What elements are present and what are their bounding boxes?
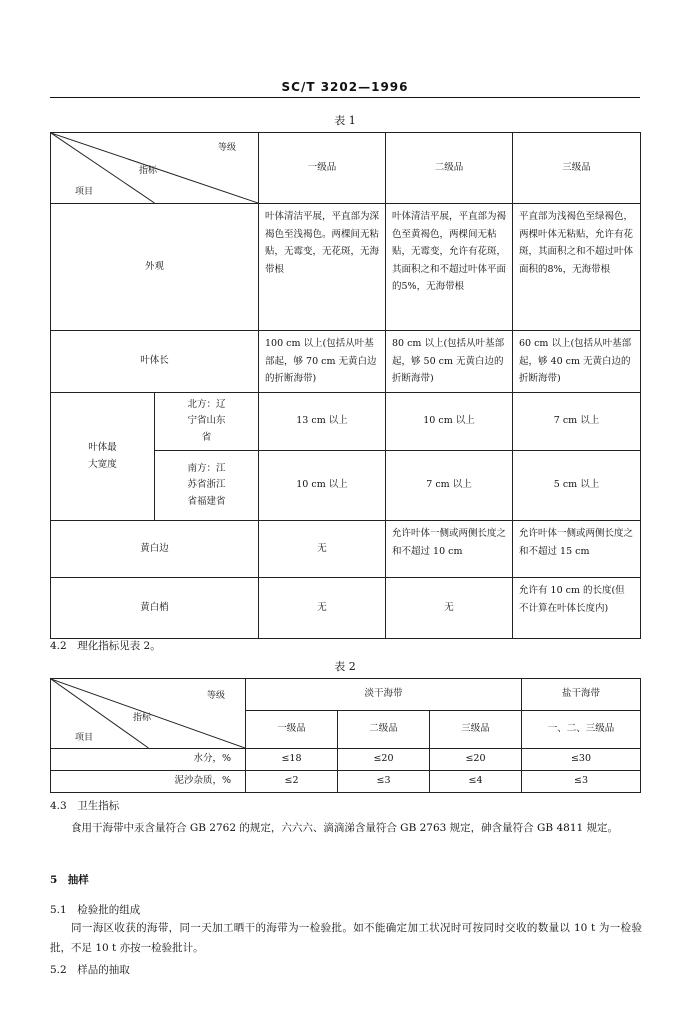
corner-item: 项目 [75,187,94,197]
corner-grade: 等级 [206,691,225,701]
table2-caption: 表 2 [334,660,356,673]
cell-value: 无 [259,521,386,578]
cell-value: ≤30 [522,749,641,771]
cell-value: 允许叶体一侧或两侧长度之和不超过 10 cm [386,521,513,578]
cell-value: ≤2 [246,771,338,793]
cell-value: 叶体清洁平展，平直部为褐色至黄褐色，两棵间无粘贴，无霉变，允许有花斑，其面积之和不超过叶体平面的5%，无海带根 [386,204,513,331]
cell-value: 60 cm 以上(包括从叶基部起，够 40 cm 无黄白边的折断海带) [513,331,641,393]
cell-value: 80 cm 以上(包括从叶基部起，够 50 cm 无黄白边的折断海带) [386,331,513,393]
row-appearance [51,204,641,331]
section-5-1-text: 同一海区收获的海带，同一天加工晒干的海带为一检验批。如不能确定加工状况时可按同时交收的数量以 10 t 为一检验批，不足 10 t 亦按一检验批计。 [50,922,642,954]
cell-value: 100 cm 以上(包括从叶基部起，够 70 cm 无黄白边的折断海带) [259,331,386,393]
cell-value: 10 cm 以上 [259,451,386,521]
cell-value: 7 cm 以上 [513,393,641,451]
cell-value: ≤20 [338,749,430,771]
cell-value: 叶体清洁平展，平直部为深褐色至浅褐色。两棵间无粘贴，无霉变，无花斑，无海带根 [259,204,386,331]
table1-header-row [51,133,641,204]
row-label-width: 叶体最大宽度 [51,393,155,521]
header-rule [50,97,640,98]
row-yellow-edge [51,521,641,578]
table1-caption: 表 1 [334,114,356,127]
row-label: 黄白边 [51,521,259,578]
col-grade-2: 二级品 [386,133,513,204]
section-5-1-title: 5.1 检验批的组成 [50,904,141,916]
region-north: 北方：辽宁省山东省 [155,393,259,451]
section-5-title: 5 抽样 [50,874,89,886]
section-5-2-title: 5.2 样品的抽取 [50,964,130,976]
standard-code-header: SC/T 3202—1996 [281,80,409,94]
row-label: 外观 [51,204,259,331]
cell-value: ≤18 [246,749,338,771]
row-sand-impurity [51,771,641,793]
cell-value: 7 cm 以上 [386,451,513,521]
region-south: 南方：江苏省浙江省福建省 [155,451,259,521]
row-label: 水分，% [51,749,246,771]
group-fresh-dried: 淡干海带 [246,679,522,711]
table2-group-row [51,679,641,711]
corner-grade: 等级 [217,143,236,153]
col-grade-3: 三级品 [430,711,522,749]
table2-corner-cell [51,679,246,749]
row-yellow-tip [51,578,641,639]
col-grade-all: 一、二、三级品 [522,711,641,749]
row-label: 黄白梢 [51,578,259,639]
section-4-3-text: 食用干海带中汞含量符合 GB 2762 的规定，六六六、滴滴涕含量符合 GB 2763 规定，砷含量符合 GB 4811 规定。 [71,822,619,834]
row-label: 泥沙杂质，% [51,771,246,793]
cell-value: 平直部为浅褐色至绿褐色，两棵叶体无粘贴，允许有花斑，其面积之和不超过叶体面积的8%，无海带根 [513,204,641,331]
cell-value: 允许叶体一侧或两侧长度之和不超过 15 cm [513,521,641,578]
cell-value: 允许有 10 cm 的长度(但不计算在叶体长度内) [513,578,641,639]
table2 [50,678,641,793]
row-width-north [51,393,641,451]
section-4-2: 4.2 理化指标见表 2。 [50,640,161,652]
col-grade-1: 一级品 [259,133,386,204]
cell-value: 无 [386,578,513,639]
col-grade-2: 二级品 [338,711,430,749]
cell-value: 5 cm 以上 [513,451,641,521]
row-label: 叶体长 [51,331,259,393]
corner-item: 项目 [75,733,94,743]
cell-value: 13 cm 以上 [259,393,386,451]
cell-value: 无 [259,578,386,639]
cell-value: ≤4 [430,771,522,793]
corner-indicator: 指标 [139,166,158,176]
cell-value: 10 cm 以上 [386,393,513,451]
table1 [50,132,641,639]
col-grade-1: 一级品 [246,711,338,749]
cell-value: ≤3 [522,771,641,793]
row-moisture [51,749,641,771]
group-salt-dried: 盐干海带 [522,679,641,711]
col-grade-3: 三级品 [513,133,641,204]
corner-indicator: 指标 [133,713,152,723]
table1-corner-cell [51,133,259,204]
row-length [51,331,641,393]
cell-value: ≤3 [338,771,430,793]
section-4-3-title: 4.3 卫生指标 [50,800,120,812]
cell-value: ≤20 [430,749,522,771]
